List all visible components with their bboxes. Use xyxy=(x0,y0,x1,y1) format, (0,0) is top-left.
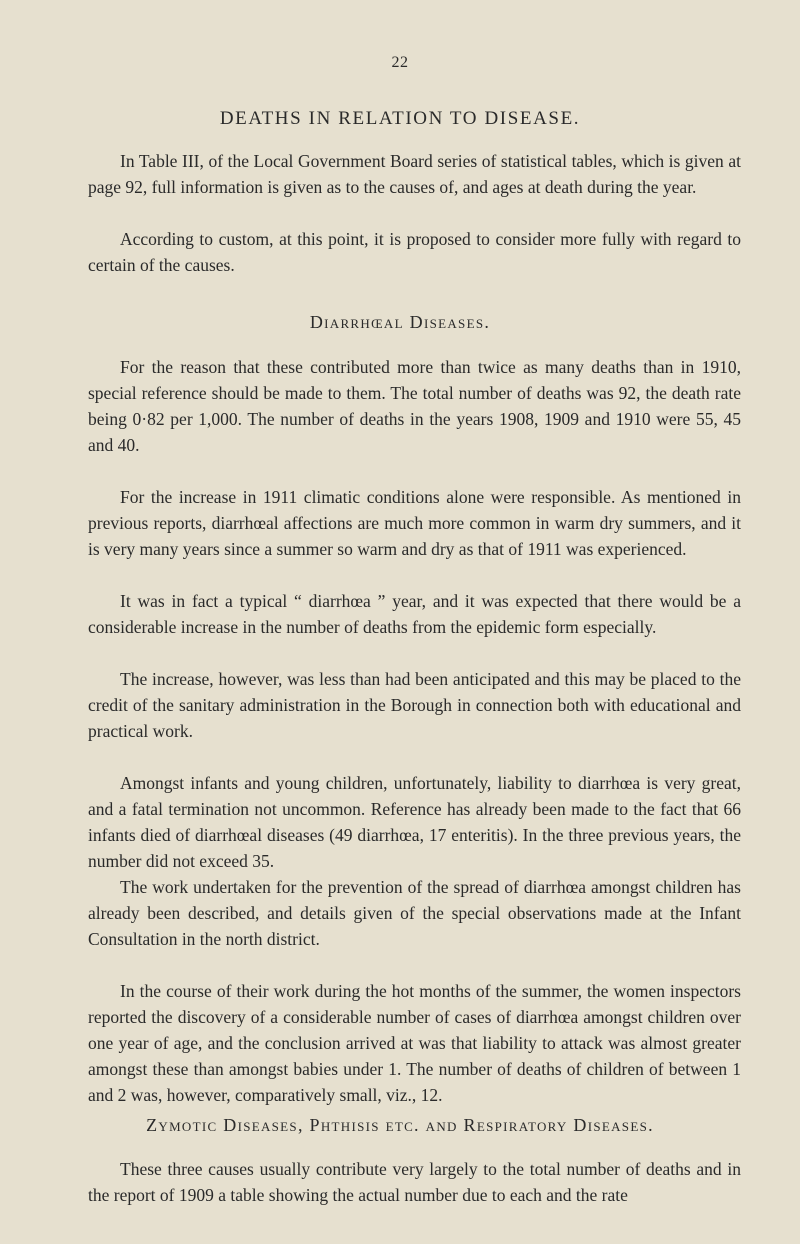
diarrhoeal-paragraph-6: The work undertaken for the prevention of the spread of diarrhœa amongst children has already been described, and details given of the special observations made at the Infant Consultation in the north district. xyxy=(88,877,741,949)
intro-paragraph-1: In Table III, of the Local Government Board series of statistical tables, which is given at page 92, full information is given as to the causes of, and ages at death during the year. xyxy=(88,151,741,197)
page-title: DEATHS IN RELATION TO DISEASE. xyxy=(219,108,581,129)
diarrhoeal-paragraph-1: For the reason that these contributed more than twice as many deaths than in 1910, special reference should be made to them. The total number of deaths was 92, the death rate being 0·82 per 1,000. The number of deaths in the years 1908, 1909 and 1910 were 55, 45 and 40. xyxy=(88,357,741,455)
diarrhoeal-paragraph-4: The increase, however, was less than had been anticipated and this may be placed to the credit of the sanitary administration in the Borough in connection both with educational and practical work. xyxy=(88,669,741,741)
diarrhoeal-paragraph-5: Amongst infants and young children, unfortunately, liability to diarrhœa is very great, and a fatal termination not uncommon. Reference has already been made to the fact that 66 infants died of diarrhœal diseases (49 diarrhœa, 17 enteritis). In the three previous years, the number did not exceed 35. xyxy=(88,773,741,871)
section-heading-zymotic: Zymotic Diseases, Phthisis etc. and Respiratory Diseases. xyxy=(146,1115,654,1135)
diarrhoeal-paragraph-7: In the course of their work during the hot months of the summer, the women inspectors reported the discovery of a considerable number of cases of diarrhœa amongst children over one year of age, and the conclusion arrived at was that liability to attack was almost greater amongst these than amongst babies under 1. The number of deaths of children of between 1 and 2 was, however, comparatively small, viz., 12. xyxy=(88,981,741,1105)
zymotic-paragraph-1: These three causes usually contribute very largely to the total number of deaths and in the report of 1909 a table showing the actual number due to each and the rate xyxy=(88,1159,741,1205)
page-number: 22 xyxy=(391,54,409,71)
diarrhoeal-paragraph-3: It was in fact a typical “ diarrhœa ” year, and it was expected that there would be a considerable increase in the number of deaths from the epidemic form especially. xyxy=(88,591,741,637)
diarrhoeal-paragraph-2: For the increase in 1911 climatic conditions alone were responsible. As mentioned in previous reports, diarrhœal affections are much more common in warm dry summers, and it is very many years since a summer so warm and dry as that of 1911 was experienced. xyxy=(88,487,741,559)
section-heading-diarrhoeal: Diarrhœal Diseases. xyxy=(309,312,491,332)
intro-paragraph-2: According to custom, at this point, it is proposed to consider more fully with regard to certain of the causes. xyxy=(88,229,741,275)
